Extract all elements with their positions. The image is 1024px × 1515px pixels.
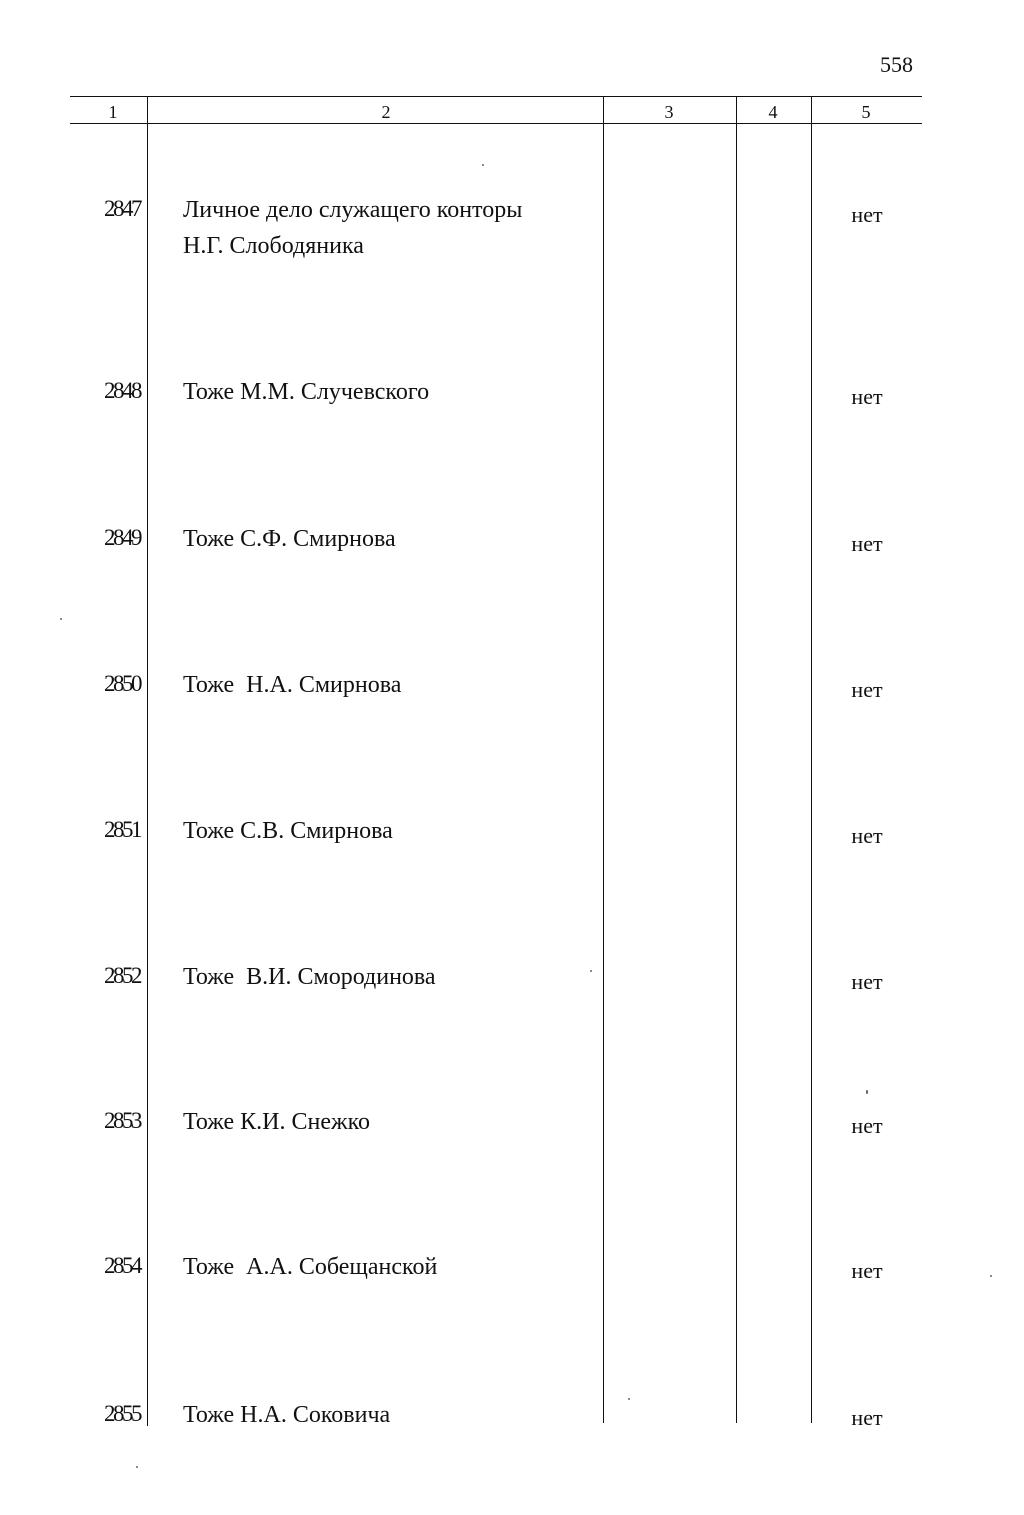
- availability: нет: [851, 1113, 883, 1138]
- column-rule-1: [147, 96, 148, 1426]
- record-title-line: Тоже К.И. Снежко: [183, 1109, 371, 1135]
- column-rule-2: [603, 96, 604, 1423]
- header-top-rule: [70, 96, 922, 97]
- scan-speck: [866, 1090, 868, 1094]
- availability: нет: [851, 1405, 883, 1430]
- availability: нет: [851, 677, 883, 702]
- record-title-line: Тоже Н.А. Соковича: [183, 1402, 391, 1428]
- record-title-line: Тоже С.Ф. Смирнова: [183, 526, 396, 552]
- record-title-line: Н.Г. Слободяника: [183, 233, 364, 259]
- page-number: 558: [880, 52, 913, 77]
- record-number: 2850: [104, 671, 140, 696]
- scan-speck: [990, 1275, 992, 1277]
- scan-speck: [590, 970, 592, 972]
- availability: нет: [851, 384, 883, 409]
- record-title-line: Тоже С.В. Смирнова: [183, 818, 393, 844]
- column-header-1: 1: [108, 102, 118, 122]
- scan-speck: [482, 164, 484, 166]
- scan-speck: [628, 1398, 630, 1400]
- availability: нет: [851, 969, 883, 994]
- availability: нет: [851, 531, 883, 556]
- record-title: [183, 1397, 593, 1433]
- column-header-4: 4: [768, 102, 778, 122]
- scan-speck: [136, 1466, 138, 1468]
- scan-speck: [60, 618, 62, 620]
- record-title-line: Личное дело служащего конторы: [183, 197, 523, 223]
- record-number: 2849: [104, 525, 140, 550]
- record-title-line: Тоже В.И. Смородинова: [183, 964, 436, 990]
- column-header-3: 3: [664, 102, 674, 122]
- record-title: [183, 959, 593, 995]
- record-number: 2855: [104, 1401, 140, 1426]
- availability: нет: [851, 823, 883, 848]
- column-rule-3: [736, 96, 737, 1423]
- record-title: [183, 813, 593, 849]
- column-header-5: 5: [861, 102, 871, 122]
- record-title: [183, 521, 593, 557]
- record-title: [183, 374, 593, 410]
- availability: нет: [851, 1258, 883, 1283]
- record-title: [183, 1249, 593, 1285]
- record-title: [183, 667, 593, 703]
- record-number: 2848: [104, 378, 140, 403]
- column-header-2: 2: [381, 102, 391, 122]
- header-bottom-rule: [70, 123, 922, 124]
- record-title-line: Тоже А.А. Собещанской: [183, 1254, 438, 1280]
- record-number: 2851: [104, 817, 140, 842]
- record-title: [183, 192, 593, 264]
- column-rule-4: [811, 96, 812, 1423]
- record-number: 2854: [104, 1253, 140, 1278]
- record-number: 2853: [104, 1108, 140, 1133]
- record-number: 2847: [104, 196, 140, 221]
- record-title-line: Тоже Н.А. Смирнова: [183, 672, 402, 698]
- record-number: 2852: [104, 963, 140, 988]
- record-title-line: Тоже М.М. Случевского: [183, 379, 430, 405]
- availability: нет: [851, 202, 883, 227]
- record-title: [183, 1104, 593, 1140]
